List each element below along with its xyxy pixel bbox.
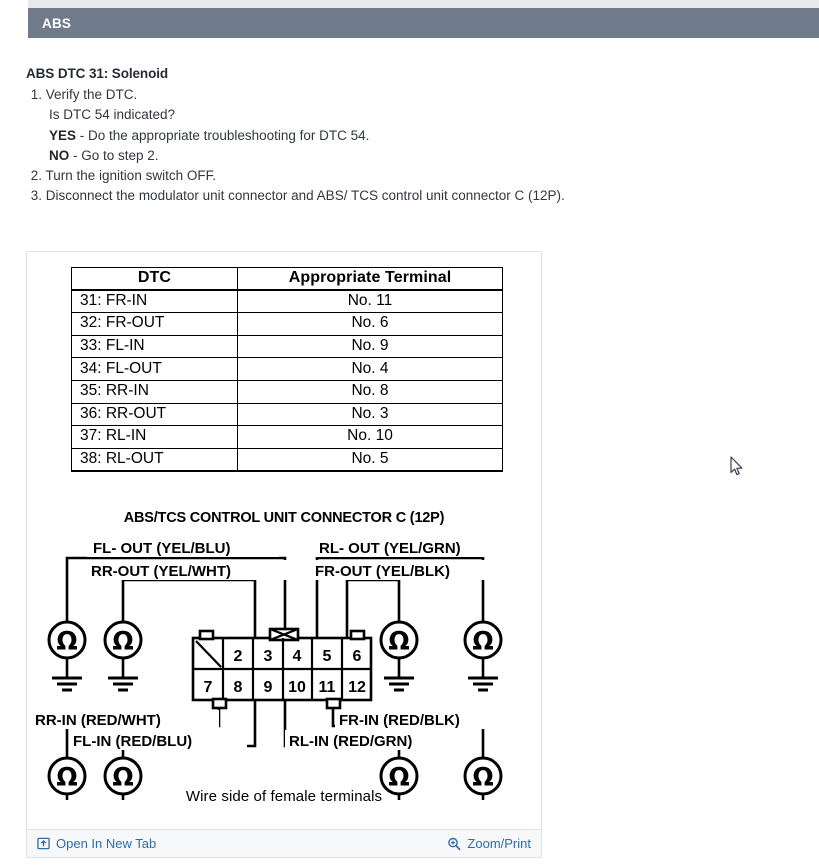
svg-text:Ω: Ω [472,762,494,791]
svg-text:5: 5 [322,648,332,665]
procedure-step [26,166,726,186]
svg-text:12: 12 [348,679,366,696]
step-text: Is DTC 54 indicated? [49,107,176,123]
cell-dtc: 38: RL-OUT [72,448,238,471]
procedure-step [26,186,726,206]
step-number: 1. [30,87,42,102]
open-in-new-tab-label: Open In New Tab [56,836,157,851]
cell-dtc: 37: RL-IN [72,426,238,449]
svg-text:3: 3 [263,648,273,665]
step-text: Verify the DTC. [45,87,138,102]
connector-12p-body [193,629,371,708]
figure-image-area[interactable] [27,252,541,830]
open-in-new-tab-button[interactable] [37,836,156,851]
mouse-cursor [730,456,744,477]
svg-text:Ω: Ω [472,626,494,655]
wire-label-rr-in: RR-IN (RED/WHT) [35,712,161,729]
cell-terminal: No. 8 [238,380,503,403]
figure-container [26,251,542,858]
section-header-bar [28,8,819,38]
svg-text:Ω: Ω [56,626,78,655]
dtc-terminal-table [71,267,503,472]
step-text: Disconnect the modulator unit connector and ABS/ TCS control unit connector C (12P). [45,188,565,204]
table-row [72,335,503,358]
procedure-title: ABS DTC 31: Solenoid [26,66,169,81]
procedure-step-list [26,85,726,207]
table-body [72,290,503,471]
cell-dtc: 33: FL-IN [72,335,238,358]
external-link-icon [37,837,50,850]
procedure-step [26,105,726,125]
wire-label-rl-in: RL-IN (RED/GRN) [289,733,413,750]
wire-label-fr-in: FR-IN (RED/BLK) [339,712,460,729]
cell-dtc: 34: FL-OUT [72,358,238,381]
wire-label-rl-out: RL- OUT (YEL/GRN) [319,540,461,557]
step-answer-yes: YES [49,127,77,143]
svg-text:Ω: Ω [112,762,134,791]
cell-terminal: No. 5 [238,448,503,471]
cell-dtc: 32: FR-OUT [72,313,238,336]
cell-terminal: No. 6 [238,313,503,336]
table-row [72,448,503,471]
cell-dtc: 31: FR-IN [72,290,238,313]
cell-dtc: 35: RR-IN [72,380,238,403]
diagram-title: ABS/TCS CONTROL UNIT CONNECTOR C (12P) [123,510,445,526]
cell-terminal: No. 10 [238,426,503,449]
step-number: 2. [30,168,42,184]
cell-terminal: No. 4 [238,358,503,381]
page-title: ABS [42,15,72,31]
svg-text:Ω: Ω [388,762,410,791]
procedure-block [26,66,726,207]
step-text: - Go to step 2. [69,147,159,163]
column-header-terminal: Appropriate Terminal [238,268,503,291]
cell-terminal: No. 3 [238,403,503,426]
wire-label-fl-out: FL- OUT (YEL/BLU) [93,540,231,557]
table-row [72,313,503,336]
wire-label-fr-out: FR-OUT (YEL/BLK) [315,563,450,580]
cell-terminal: No. 9 [238,335,503,358]
svg-text:2: 2 [233,648,243,665]
table-row [72,426,503,449]
table-header-row [72,268,503,291]
cell-terminal: No. 11 [238,290,503,313]
zoom-print-button[interactable] [447,836,531,851]
procedure-step [26,146,726,166]
step-text: Turn the ignition switch OFF. [45,168,217,184]
svg-text:7: 7 [203,679,213,696]
svg-text:6: 6 [352,648,362,665]
step-number: 3. [30,188,42,204]
cell-dtc: 36: RR-OUT [72,403,238,426]
svg-text:Ω: Ω [388,626,410,655]
top-strip-left-gap [0,0,28,8]
svg-text:Ω: Ω [112,626,134,655]
svg-text:8: 8 [233,679,243,696]
table-row [72,403,503,426]
svg-text:9: 9 [263,679,273,696]
wire-label-fl-in: FL-IN (RED/BLU) [73,733,193,750]
svg-text:10: 10 [288,679,306,696]
svg-text:4: 4 [292,648,302,665]
wire-label-rr-out: RR-OUT (YEL/WHT) [91,563,231,580]
step-answer-no: NO [49,147,70,163]
table-row [72,380,503,403]
procedure-step [26,126,726,146]
table-row [72,358,503,381]
figure-footer-bar [27,829,541,857]
step-text: - Do the appropriate troubleshooting for DTC 54. [76,127,370,143]
magnifier-plus-icon [447,837,461,851]
diagram-caption: Wire side of female terminals [185,788,383,805]
zoom-print-label: Zoom/Print [467,836,531,851]
table-row [72,290,503,313]
top-strip [0,0,819,8]
table-head [72,268,503,291]
procedure-step [26,85,726,105]
column-header-dtc: DTC [72,268,238,291]
wiring-diagram [27,530,541,800]
svg-text:11: 11 [318,679,336,696]
svg-text:Ω: Ω [56,762,78,791]
